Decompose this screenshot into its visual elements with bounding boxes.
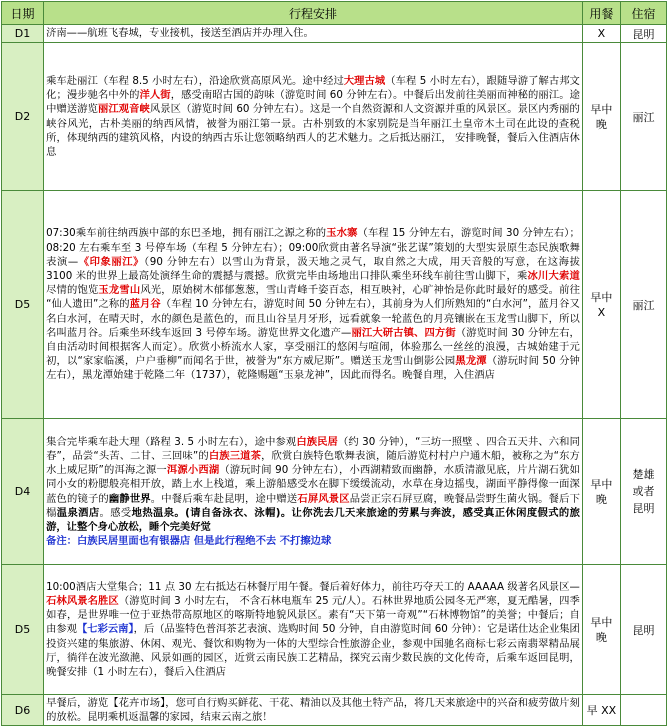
table-row [2,695,667,726]
text-span: 07:30乘车前往纳西族中部的东巴圣地，拥有丽江之源之称的 [46,227,327,240]
table-row [2,43,667,191]
text-span: 风景区（游览时间 60 分钟左右）。这是一个自然资源和人文资源并重的风景区。景区内秀丽的峡谷风光，古朴美丽的纳西风情，被誉为丽江第一景。古朴别致的木家别院是当年丽江土皇帝木土司在此设的查税所，体现纳西的建筑风格，内设的纳西古乐让您领略纳西人的艺术魅力。之后抵达丽江， 安排晚餐，餐后入住酒店休息 [46,103,580,158]
note-text: 备注：白族民居里面也有银器店 但是此行程绝不去 不打擦边球 [46,535,332,548]
meal-line: 早中 [590,102,613,116]
schedule-cell: 济南——航班飞春城，专业接机，接送至酒店并办理入住。 [44,25,583,43]
highlight-place: 白族三道茶 [208,449,262,462]
meal-cell [582,419,620,565]
text-span: 10:00酒店大堂集合；11 点 30 左右抵达石林餐厅用午餐。餐后着好体力，前往巧夺天工的 AAAAA 级著名风景区— [46,580,580,593]
day-cell: D2 [2,43,44,191]
text-span: ，感受南昭古国的韵味（游览时间 60 分钟左右）。中餐后出发前往美丽而神秘的丽江。途中赠送游览 [46,89,580,116]
text-span: 集合完毕乘车赴大理（路程 3. 5 小时左右），途中参观 [46,435,297,448]
day-cell: D5 [2,565,44,695]
text-span: 乘车赴丽江（车程 8.5 小时左右），沿途欣赏高原风光。途中经过 [46,74,344,87]
bold-text: 。(请自备泳衣、泳帽)。让你洗去几天来旅途的劳累与奔波，感受真正休闲度假式的旅游，让整个身心放松，睡个完美好觉 [46,506,580,533]
meal-line: 早中 [590,477,613,491]
text-span: 品尝正宗石屏豆腐，晚餐品尝野生菌火锅。餐后下榻 [46,492,580,519]
text-span: （游览时间 3 小时左右， 不含石林电瓶车 25 元/人）。石林世界地质公园冬无严寒，夏无酷暑，四季如春，是世界唯一位于亚热带高原地区的喀斯特地貌风景区。素有“天下第一奇观”“石林博物馆”的美誉；中餐后；自由参观 [46,594,580,636]
day-cell: D5 [2,191,44,419]
highlight-place: 丽江大研古镇、四方街 [351,326,456,339]
highlight-place: 石林风景名胜区 [46,594,119,607]
highlight-place: 《印象丽江》 [78,255,145,268]
header-row [2,2,667,25]
highlight-place: 蓝月谷 [129,298,161,311]
meal-cell [582,191,620,419]
highlight-place: 白族民居 [296,435,338,448]
itinerary-table [1,1,667,726]
highlight-place: 玉龙雪山 [98,284,141,297]
text-span: （车程 5 小时左右），跟随导游了解古邦文化；漫步驰名中外的 [46,74,580,102]
text-span: （游玩时间 90 分钟左右），小西湖精致而幽静，水质清澈见底，片片湖石犹如同小女的粉腮般亮相开放，踏上水上栈道，乘上游船感受水在脚下缓缓流动，水草在身边摇曳，湖面平静得像一面深蓝色的镜子的 [46,464,580,505]
highlight-place: 石屏风景区 [297,492,350,505]
hotel-cell: 丽江 [620,191,666,419]
meal-line: 晚 [595,630,607,644]
day-cell: D6 [2,695,44,726]
header-hotel: 住宿 [620,2,666,25]
table-row [2,191,667,419]
text-span: （游玩时间 50 分钟左右），黑龙潭始建于乾隆二年（1737），乾隆赐题“玉泉龙神”，因此而得名。晚餐自理，入住酒店 [46,355,580,382]
highlight-place: 【七彩云南】 [76,623,134,636]
highlight-place: 大理古城 [343,74,386,87]
schedule-cell [44,565,583,695]
text-span: 。中餐后乘车赴昆明，途中赠送 [150,492,298,505]
day-cell: D1 [2,25,44,43]
highlight-place: 冰川大索道 [527,269,580,282]
bold-text: 温泉酒店 [56,506,100,519]
text-span: （车程 15 分钟左右，游览时间 30 分钟左右）；08:20 左右乘车至 3 号停车场（车程 5 分钟左右）；09:00欣赏由著名导演“张艺谋”策划的大型实景原生态民族歌舞表演— [46,227,580,268]
highlight-place: 洋人街 [139,89,171,102]
highlight-place: 洱源小西湖 [166,464,220,477]
bold-text: 幽静世界 [108,492,151,505]
text-span: （车程 10 分钟左右，游览时间 50 分钟左右），其前身为人们所熟知的“白水河”，蓝月谷又名白水河，在晴天时，水的颜色是蓝色的，而且山谷呈月牙形，远看就象一轮蓝色的月亮镶嵌在玉龙雪山脚下，所以名叫蓝月谷。后乘坐环线车返回 3 号停车场。游览世界文化遗产— [46,298,580,339]
hotel-cell: 昆明 [620,25,666,43]
text-span: （游览时间 30 分钟左右，自由活动时间根据客人而定）。欣赏小桥流水人家，享受丽江的悠闲与喧闹，体验那么一丝丝的浪漫，古城始建于元初，以“家家临溪，户户垂柳”而闻名于世，被誉为“东方威尼斯”。赠送玉龙雪山倒影公园 [46,326,580,368]
hotel-cell: 楚雄或者昆明 [620,419,666,565]
meal-cell [582,43,620,191]
hotel-cell: 丽江 [620,43,666,191]
text-span: 。感受 [99,506,132,519]
bold-text: 地热温泉 [131,506,175,519]
hotel-cell [620,695,666,726]
schedule-cell [44,419,583,565]
text-span: （约 30 分钟），“三坊一照壁 、四合五天井、六和同春”，品尝“头苦、二甘、三回味”的 [46,435,580,462]
meal-line: X [597,305,606,319]
table-row [2,419,667,565]
meal-line: 晚 [595,492,607,506]
meal-cell: 早 XX [582,695,620,726]
meal-line: 晚 [595,117,607,131]
meal-cell [582,565,620,695]
highlight-place: 黑龙潭 [455,355,487,368]
header-meal: 用餐 [582,2,620,25]
schedule-cell: 早餐后，游览【花卉市场】，您可自行购买鲜花、干花、精油以及其他土特产品，将几天来旅途中的兴奋和疲劳做片刻的放松。昆明乘机返温馨的家园，结束云南之旅！ [44,695,583,726]
text-span: （90 分钟左右）以雪山为背景，汲天地之灵气，取自然之大成，用天音般的写意，在这海拔 3100 米的世界上最高处演绎生命的震撼与震撼。欣赏完毕由场地出口排队乘坐环线车前往雪山脚下，乘 [46,255,580,282]
meal-cell: X [582,25,620,43]
text-span: 尽情的饱览 [46,284,99,297]
meal-line: 早中 [590,290,613,304]
text-span: 风光，原始树木郁郁葱葱，雪山青峰千姿百态，相互映衬，心旷神怡是你此时最好的感受。前往 “仙人遗田”之称的 [46,284,580,311]
schedule-cell [44,191,583,419]
header-day: 日期 [2,2,44,25]
day-cell: D4 [2,419,44,565]
highlight-place: 丽江观音峡 [97,103,150,116]
table-row [2,25,667,43]
header-schedule: 行程安排 [44,2,583,25]
table-row [2,565,667,695]
highlight-place: 玉水寨 [326,227,358,240]
schedule-cell [44,43,583,191]
meal-line: 早中 [590,615,613,629]
hotel-cell: 昆明 [620,565,666,695]
text-span: ，后（品鉴特色普洱茶艺表演、选购时间 50 分钟，自由游览时间 60 分钟）：它是诺仕达企业集团投资兴建的集旅游、休闲、观光、餐饮和购物为一体的大型综合性旅游企业，参观中国驰名商标七彩云南翡翠精品展厅，徜徉在波光潋滟、风景如画的园区，近赏云南民族工艺精品，探究云南少数民族的文化传奇，后乘车返回昆明，晚餐安排（1 小时左右），餐后入住酒店 [46,623,580,678]
text-span: ，欣赏白族特色歌舞表演，随后游览村村户户通木船，被称之为“东方水上威尼斯”的洱海之源一 [46,449,580,477]
